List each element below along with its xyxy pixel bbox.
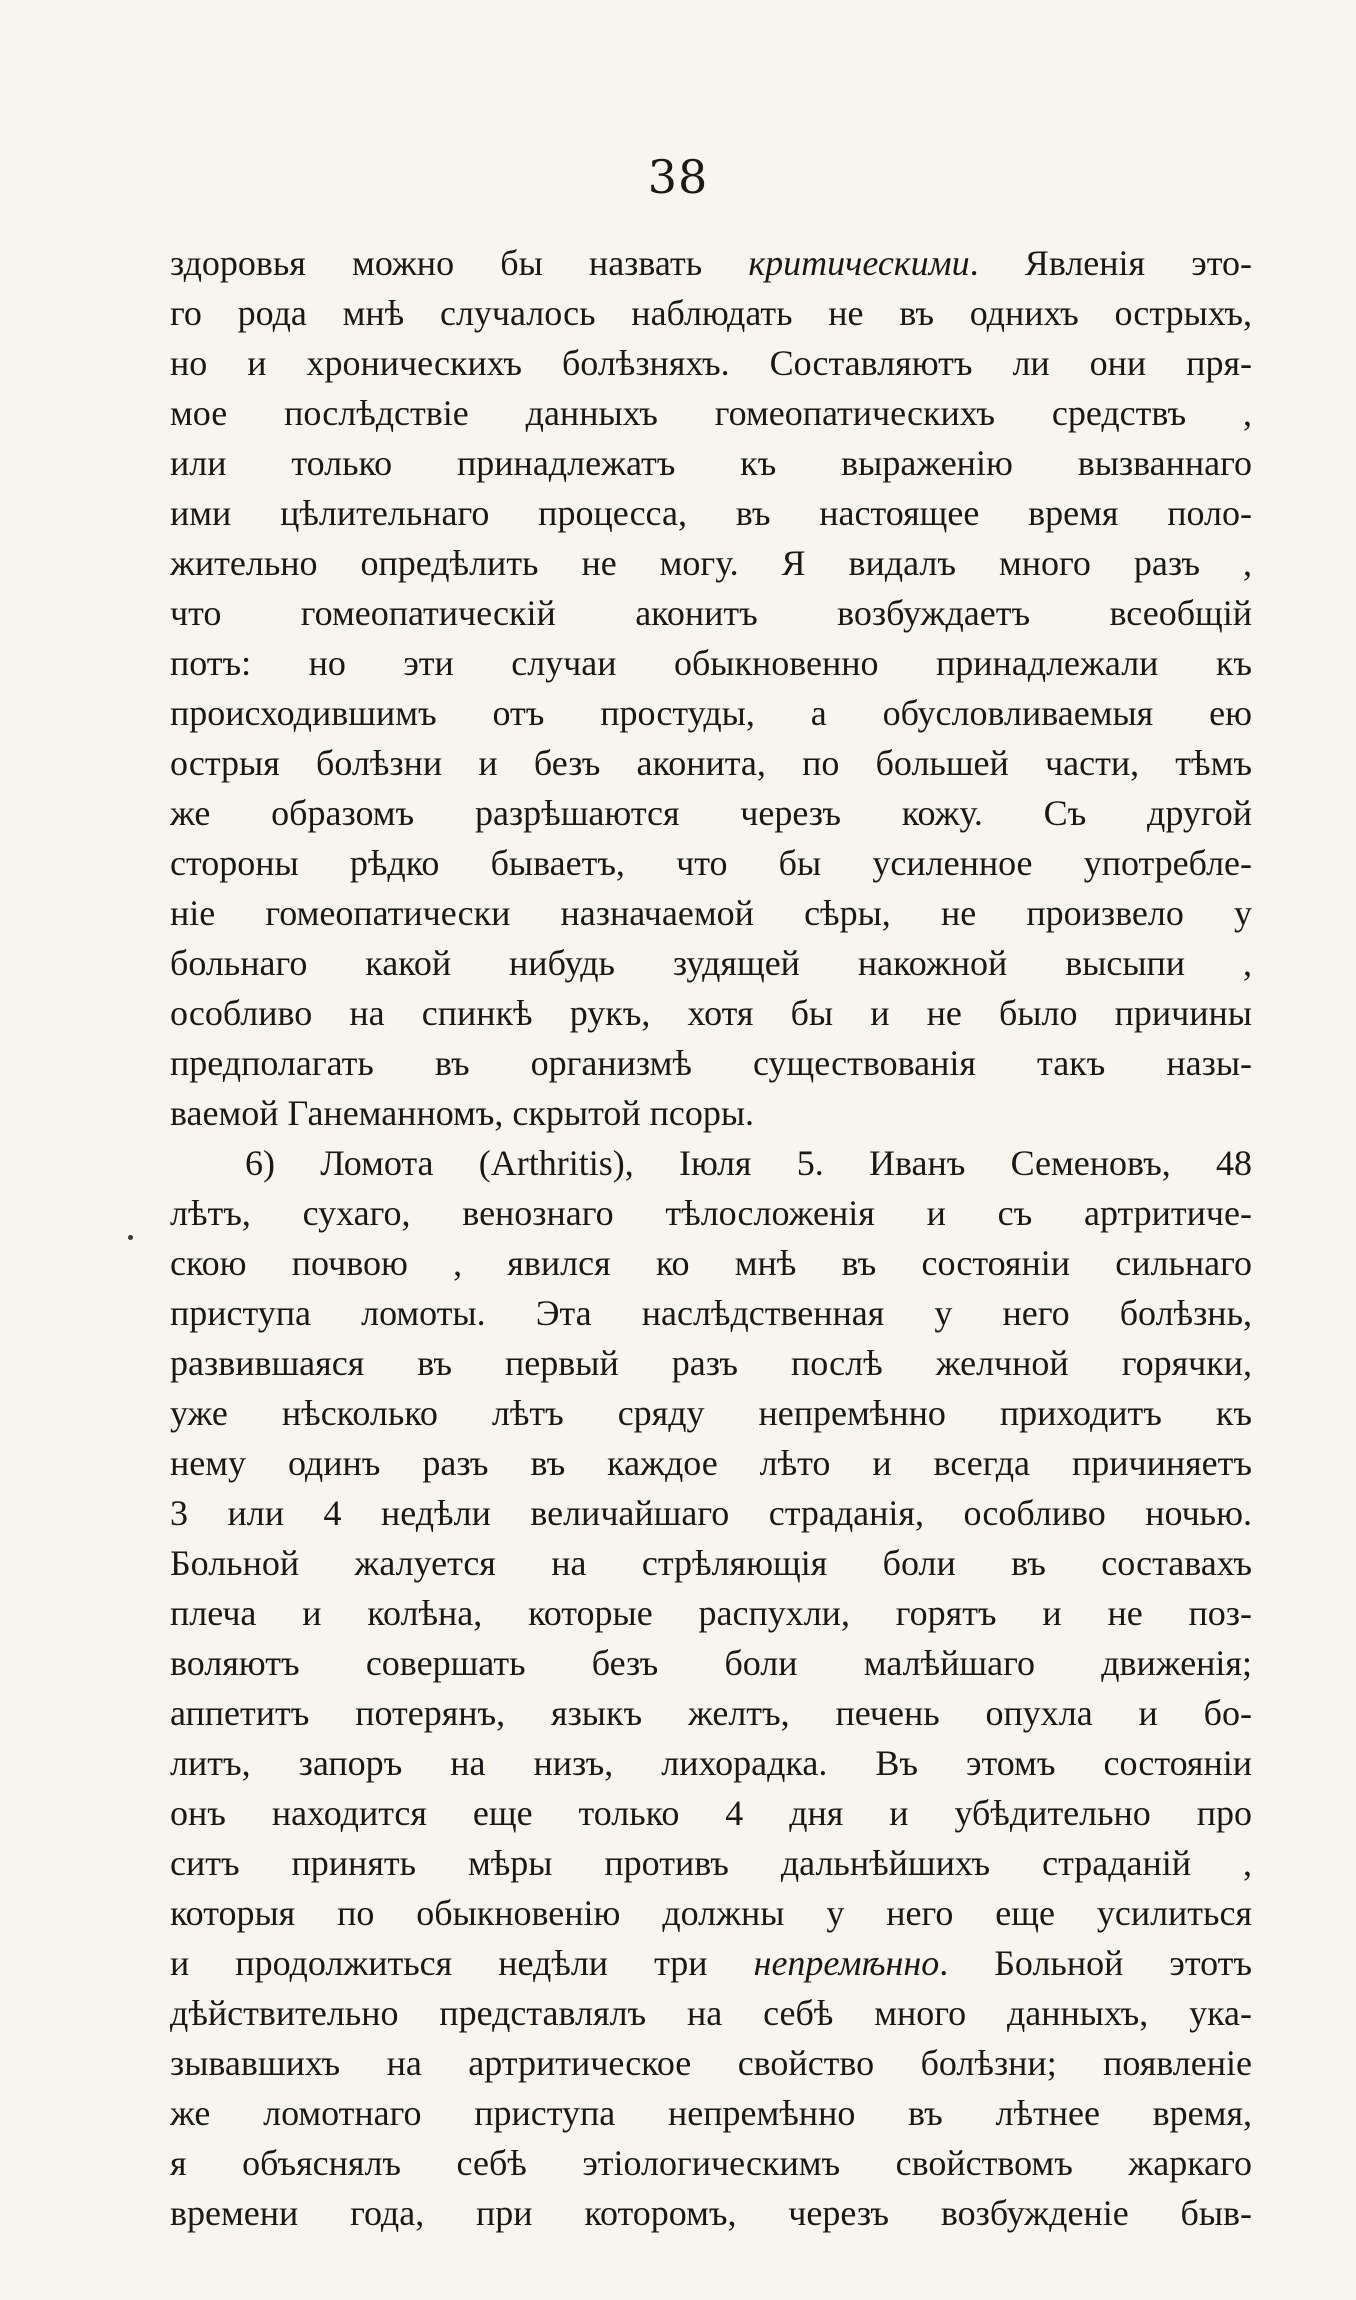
page-number: 38 — [647, 150, 709, 204]
text-segment: но и хроническихъ болѣзняхъ. Составляютъ ли они пря- — [170, 343, 1252, 383]
text-segment: острыя болѣзни и безъ аконита, по большей части, тѣмъ — [170, 743, 1252, 783]
text-segment: я объяснялъ себѣ этіологическимъ свойствомъ жаркаго — [170, 2143, 1252, 2183]
text-line — [170, 538, 1252, 588]
text-line — [170, 1988, 1252, 2038]
text-segment: происходившимъ отъ простуды, а обусловливаемыя ею — [170, 693, 1252, 733]
text-line — [170, 1588, 1252, 1638]
text-line — [170, 438, 1252, 488]
text-line — [170, 1838, 1252, 1888]
text-segment: жительно опредѣлить не могу. Я видалъ много разъ , — [170, 543, 1252, 583]
text-line — [170, 238, 1252, 288]
text-line — [170, 1538, 1252, 1588]
text-line — [170, 1388, 1252, 1438]
text-segment: же ломотнаго приступа непремѣнно въ лѣтнее время, — [170, 2093, 1252, 2133]
text-segment: онъ находится еще только 4 дня и убѣдительно про — [170, 1793, 1252, 1833]
text-segment: го рода мнѣ случалось наблюдать не въ однихъ острыхъ, — [170, 293, 1252, 333]
text-line — [170, 388, 1252, 438]
text-line — [170, 288, 1252, 338]
text-line — [170, 738, 1252, 788]
text-line — [170, 338, 1252, 388]
text-segment: потъ: но эти случаи обыкновенно принадлежали къ — [170, 643, 1252, 683]
text-line — [170, 1788, 1252, 1838]
text-line — [170, 1338, 1252, 1388]
text-line — [170, 2138, 1252, 2188]
text-body — [170, 238, 1252, 2238]
text-segment: . Явленія это- — [969, 243, 1252, 283]
text-segment: уже нѣсколько лѣтъ сряду непремѣнно приходитъ къ — [170, 1393, 1252, 1433]
text-line — [170, 1138, 1252, 1188]
text-line — [170, 1288, 1252, 1338]
text-line — [170, 1188, 1252, 1238]
text-segment: времени года, при которомъ, черезъ возбужденіе быв- — [170, 2193, 1252, 2233]
text-segment: дѣйствительно представлялъ на себѣ много данныхъ, ука- — [170, 1993, 1252, 2033]
text-segment: или только принадлежатъ къ выраженію вызваннаго — [170, 443, 1252, 483]
text-line — [170, 938, 1252, 988]
text-segment: воляютъ совершать безъ боли малѣйшаго движенія; — [170, 1643, 1252, 1683]
text-segment: и продолжиться недѣли три — [170, 1943, 754, 1983]
text-segment: . Больной этотъ — [939, 1943, 1252, 1983]
text-segment: зывавшихъ на артритическое свойство болѣзни; появленіе — [170, 2043, 1252, 2083]
text-line — [170, 1238, 1252, 1288]
text-segment: развившаяся въ первый разъ послѣ желчной горячки, — [170, 1343, 1252, 1383]
text-line — [170, 788, 1252, 838]
text-line — [170, 2038, 1252, 2088]
text-line — [170, 638, 1252, 688]
text-segment: ваемой Ганеманномъ, скрытой псоры. — [170, 1093, 755, 1133]
text-segment: стороны рѣдко бываетъ, что бы усиленное употребле- — [170, 843, 1252, 883]
text-line — [170, 2188, 1252, 2238]
text-line — [170, 888, 1252, 938]
italic-text: критическими — [748, 243, 970, 283]
text-line — [170, 1688, 1252, 1738]
text-segment: же образомъ разрѣшаются черезъ кожу. Съ другой — [170, 793, 1252, 833]
text-line — [170, 688, 1252, 738]
text-segment: ими цѣлительнаго процесса, въ настоящее время поло- — [170, 493, 1252, 533]
text-segment: скою почвою , явился ко мнѣ въ состояніи сильнаго — [170, 1243, 1252, 1283]
text-segment: ніе гомеопатически назначаемой сѣры, не произвело у — [170, 893, 1252, 933]
text-segment: предполагать въ организмѣ существованія такъ назы- — [170, 1043, 1252, 1083]
text-segment: ситъ принять мѣры противъ дальнѣйшихъ страданій , — [170, 1843, 1252, 1883]
text-line — [170, 588, 1252, 638]
text-line — [170, 1888, 1252, 1938]
text-segment: 3 или 4 недѣли величайшаго страданія, особливо ночью. — [170, 1493, 1252, 1533]
text-segment: плеча и колѣна, которые распухли, горятъ и не поз- — [170, 1593, 1252, 1633]
text-segment: особливо на спинкѣ рукъ, хотя бы и не было причины — [170, 993, 1252, 1033]
text-line — [170, 1088, 1252, 1138]
text-segment: мое послѣдствіе данныхъ гомеопатическихъ средствъ , — [170, 393, 1252, 433]
text-segment: литъ, запоръ на низъ, лихорадка. Въ этомъ состояніи — [170, 1743, 1252, 1783]
text-line — [170, 838, 1252, 888]
text-segment: лѣтъ, сухаго, венознаго тѣлосложенія и съ артритиче- — [170, 1193, 1252, 1233]
text-segment: больнаго какой нибудь зудящей накожной высыпи , — [170, 943, 1252, 983]
text-segment: приступа ломоты. Эта наслѣдственная у него болѣзнь, — [170, 1293, 1252, 1333]
text-segment: 6) Ломота (Arthritis), Іюля 5. Иванъ Семеновъ, 48 — [245, 1143, 1252, 1183]
text-segment: Больной жалуется на стрѣляющія боли въ составахъ — [170, 1543, 1252, 1583]
text-line — [170, 988, 1252, 1038]
text-segment: которыя по обыкновенію должны у него еще усилиться — [170, 1893, 1252, 1933]
text-line — [170, 1038, 1252, 1088]
text-segment: нему одинъ разъ въ каждое лѣто и всегда причиняетъ — [170, 1443, 1252, 1483]
text-line — [170, 1488, 1252, 1538]
text-line — [170, 1638, 1252, 1688]
text-line — [170, 1438, 1252, 1488]
text-line — [170, 488, 1252, 538]
italic-text: непремѣнно — [753, 1943, 940, 1983]
text-segment: что гомеопатическій аконитъ возбуждаетъ всеобщій — [170, 593, 1252, 633]
text-segment: здоровья можно бы назвать — [170, 243, 749, 283]
text-line — [170, 2088, 1252, 2138]
text-segment: аппетитъ потерянъ, языкъ желтъ, печень опухла и бо- — [170, 1693, 1252, 1733]
text-line — [170, 1938, 1252, 1988]
text-line — [170, 1738, 1252, 1788]
margin-mark — [128, 1235, 133, 1240]
